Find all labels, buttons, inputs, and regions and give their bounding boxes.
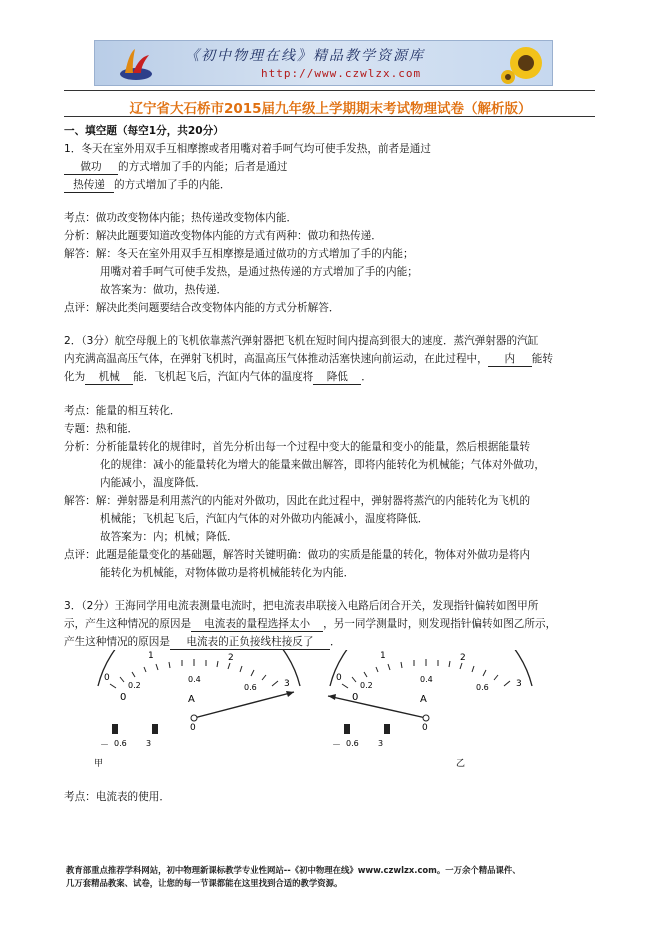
- q3-answer-2: 电流表的正负接线柱接反了: [170, 635, 330, 650]
- terminal-label: 3: [146, 739, 152, 748]
- q2-text: 内充满高温高压气体，在弹射飞机时，高温高压气体推动活塞快速向前运动，在此过程中，: [64, 353, 488, 365]
- q2-fenxi-3: 内能减小，温度降低．: [100, 477, 206, 489]
- meter-yi-pivot-label: 0: [422, 723, 428, 733]
- label: 考点：: [64, 405, 96, 417]
- terminal-label: －: [100, 741, 110, 751]
- meter-jia-pivot-label: 0: [190, 723, 196, 733]
- q3-line-3: [64, 635, 341, 650]
- meter-yi-top-1: 1: [380, 651, 386, 661]
- site-logo-icon: [119, 45, 153, 81]
- q3-line-1: 3．（2分）王海同学用电流表测量电流时，把电流表串联接入电路后闭合开关，发现指针偏转如图甲所: [64, 600, 539, 612]
- meter-jia-bottom-1: 0.2: [128, 681, 141, 690]
- meter-yi-unit: A: [420, 694, 427, 705]
- q3-text: 产生这种情况的原因是: [64, 636, 170, 648]
- label: 专题：: [64, 423, 96, 435]
- site-banner: [94, 40, 553, 86]
- banner-url: http://www.czwlzx.com: [261, 67, 422, 80]
- sunflower-icon: [500, 43, 548, 85]
- q1-jieda-2: 用嘴对着手呵气可使手发热，是通过热传递的方式增加了手的内能；: [100, 266, 418, 278]
- q1-kaodian: [64, 211, 297, 225]
- meter-jia-top-2: 2: [228, 653, 234, 663]
- value: 分析能量转化的规律时，首先分析出每一个过程中变大的能量和变小的能量，然后根据能量转: [95, 441, 531, 453]
- q1-line-3: [64, 178, 231, 193]
- q3-answer-1: 电流表的量程选择太小: [191, 617, 323, 632]
- q1-answer-1: 做功: [64, 160, 118, 175]
- label: 分析：: [64, 441, 96, 453]
- value: 做功改变物体内能；热传递改变物体内能．: [95, 212, 298, 224]
- page-title: 辽宁省大石桥市2015届九年级上学期期末考试物理试卷（解析版）: [129, 101, 532, 117]
- meter-jia-caption: 甲: [94, 759, 104, 768]
- q2-answer-2: 机械: [85, 370, 133, 385]
- q2-answer-3: 降低: [313, 370, 361, 385]
- q1-jieda: [64, 247, 414, 261]
- banner-title: 《初中物理在线》精品教学资源库: [185, 48, 425, 64]
- q1-line-2: [64, 160, 288, 175]
- q3-text: ．: [329, 636, 341, 648]
- q3-text: ，另一同学测量时，则发现指针偏转如图乙所示，: [323, 618, 557, 630]
- section-note: （每空1分，共20分）: [116, 125, 224, 137]
- q1-dianping: [64, 301, 339, 315]
- q2-answer-1: 内: [488, 352, 532, 367]
- meter-yi-bottom-1: 0.2: [360, 681, 373, 690]
- meter-yi-needle-tip: [328, 694, 336, 700]
- q2-text: 能转: [531, 353, 553, 365]
- label: 考点：: [64, 791, 96, 803]
- value: 此题是能量变化的基础题，解答时关键明确：做功的实质是能量的转化，物体对外做功是将内: [95, 549, 531, 561]
- q1-jieda-3: 故答案为：做功，热传递．: [100, 284, 228, 296]
- q1-line-1: 1．冬天在室外用双手互相摩擦或者用嘴对着手呵气均可使手发热，前者是通过: [64, 143, 431, 155]
- q2-kaodian: [64, 404, 181, 418]
- meter-jia-terminals: [100, 724, 158, 751]
- meter-yi-top-2: 2: [460, 653, 466, 663]
- label: 考点：: [64, 212, 96, 224]
- meter-yi-bottom-2: 0.4: [420, 675, 433, 684]
- meter-jia-top-1: 1: [148, 651, 154, 661]
- terminal-label: 0.6: [346, 739, 359, 748]
- meter-jia-top-0: 0: [104, 673, 110, 683]
- value: 解决此题要知道改变物体内能的方式有两种：做功和热传递．: [95, 230, 382, 242]
- q2-jieda-2: 机械能；飞机起飞后，汽缸内气体的对外做功内能减小，温度将降低．: [100, 513, 429, 525]
- meter-jia-needle: [194, 692, 294, 718]
- q2-line-3: [64, 370, 372, 385]
- terminal-label: －: [332, 741, 342, 751]
- meter-jia-bottom-3: 0.6: [244, 683, 257, 692]
- meter-jia-top-3: 3: [284, 679, 290, 689]
- q2-jieda: [64, 494, 530, 508]
- page-footer: [66, 864, 606, 890]
- meter-yi-top-0: 0: [336, 673, 342, 683]
- top-divider: [64, 90, 595, 91]
- value: 解：弹射器是利用蒸汽的内能对外做功，因此在此过程中，弹射器将蒸汽的内能转化为飞机的: [95, 495, 531, 507]
- title-divider: [64, 116, 595, 117]
- q1-text: 的方式增加了手的内能．: [114, 179, 231, 191]
- label: 点评：: [64, 302, 96, 314]
- meter-jia-needle-tip: [286, 691, 294, 697]
- section-header: [64, 124, 224, 138]
- label: 解答：: [64, 495, 96, 507]
- meter-jia-unit: A: [188, 694, 195, 705]
- q2-jieda-3: 故答案为：内；机械；降低．: [100, 531, 238, 543]
- meter-yi-caption: 乙: [456, 759, 466, 768]
- ammeter-jia: [94, 650, 300, 768]
- label: 分析：: [64, 230, 96, 242]
- q2-fenxi: [64, 440, 530, 454]
- value: 能量的相互转化．: [95, 405, 181, 417]
- q2-text: 化为: [64, 371, 86, 383]
- footer-line-2: 几万套精品教案、试卷，让您的每一节课都能在这里找到合适的教学资源。: [66, 878, 343, 888]
- meter-jia-bottom-0: 0: [120, 692, 127, 703]
- q2-text: ．: [361, 371, 372, 383]
- q1-fenxi: [64, 229, 382, 243]
- value: 解：冬天在室外用双手互相摩擦是通过做功的方式增加了手的内能；: [95, 248, 414, 260]
- meter-yi-top-3: 3: [516, 679, 522, 689]
- value: 热和能．: [95, 423, 139, 435]
- ammeter-figure: [94, 650, 544, 768]
- q3-kaodian: [64, 790, 170, 804]
- terminal-label: 3: [378, 739, 384, 748]
- q1-text: 的方式增加了手的内能；后者是通过: [118, 161, 288, 173]
- q2-text: 能．飞机起飞后，汽缸内气体的温度将: [133, 371, 314, 383]
- value: 电流表的使用．: [95, 791, 170, 803]
- meter-jia-bottom-2: 0.4: [188, 675, 201, 684]
- q1-answer-2: 热传递: [64, 178, 114, 193]
- q2-fenxi-2: 化的规律：减小的能量转化为增大的能量来做出解答，即将内能转化为机械能；气体对外做功，: [100, 459, 545, 471]
- q2-zhuanti: [64, 422, 138, 436]
- terminal-label: 0.6: [114, 739, 127, 748]
- q2-line-2: [64, 352, 553, 367]
- footer-line-1: 教育部重点推荐学科网站，初中物理新课标教学专业性网站--《初中物理在线》www.czwlzx.com。一万余个精品课件、: [66, 865, 521, 875]
- section-label: 一、填空题: [64, 125, 117, 137]
- q2-dianping: [64, 548, 530, 562]
- ammeter-yi: [328, 650, 532, 768]
- q2-dianping-2: 能转化为机械能，对物体做功是将机械能转化为内能．: [100, 567, 355, 579]
- value: 解决此类问题要结合改变物体内能的方式分析解答．: [95, 302, 340, 314]
- label: 点评：: [64, 549, 96, 561]
- meter-yi-needle: [328, 696, 426, 718]
- q3-line-2: [64, 617, 556, 632]
- q2-line-1: 2．（3分）航空母舰上的飞机依靠蒸汽弹射器把飞机在短时间内提高到很大的速度．蒸汽弹射器的汽缸: [64, 335, 539, 347]
- meter-yi-bottom-0: 0: [352, 692, 359, 703]
- label: 解答：: [64, 248, 96, 260]
- meter-yi-bottom-3: 0.6: [476, 683, 489, 692]
- meter-yi-terminals: [332, 724, 390, 751]
- q3-text: 示，产生这种情况的原因是: [64, 618, 192, 630]
